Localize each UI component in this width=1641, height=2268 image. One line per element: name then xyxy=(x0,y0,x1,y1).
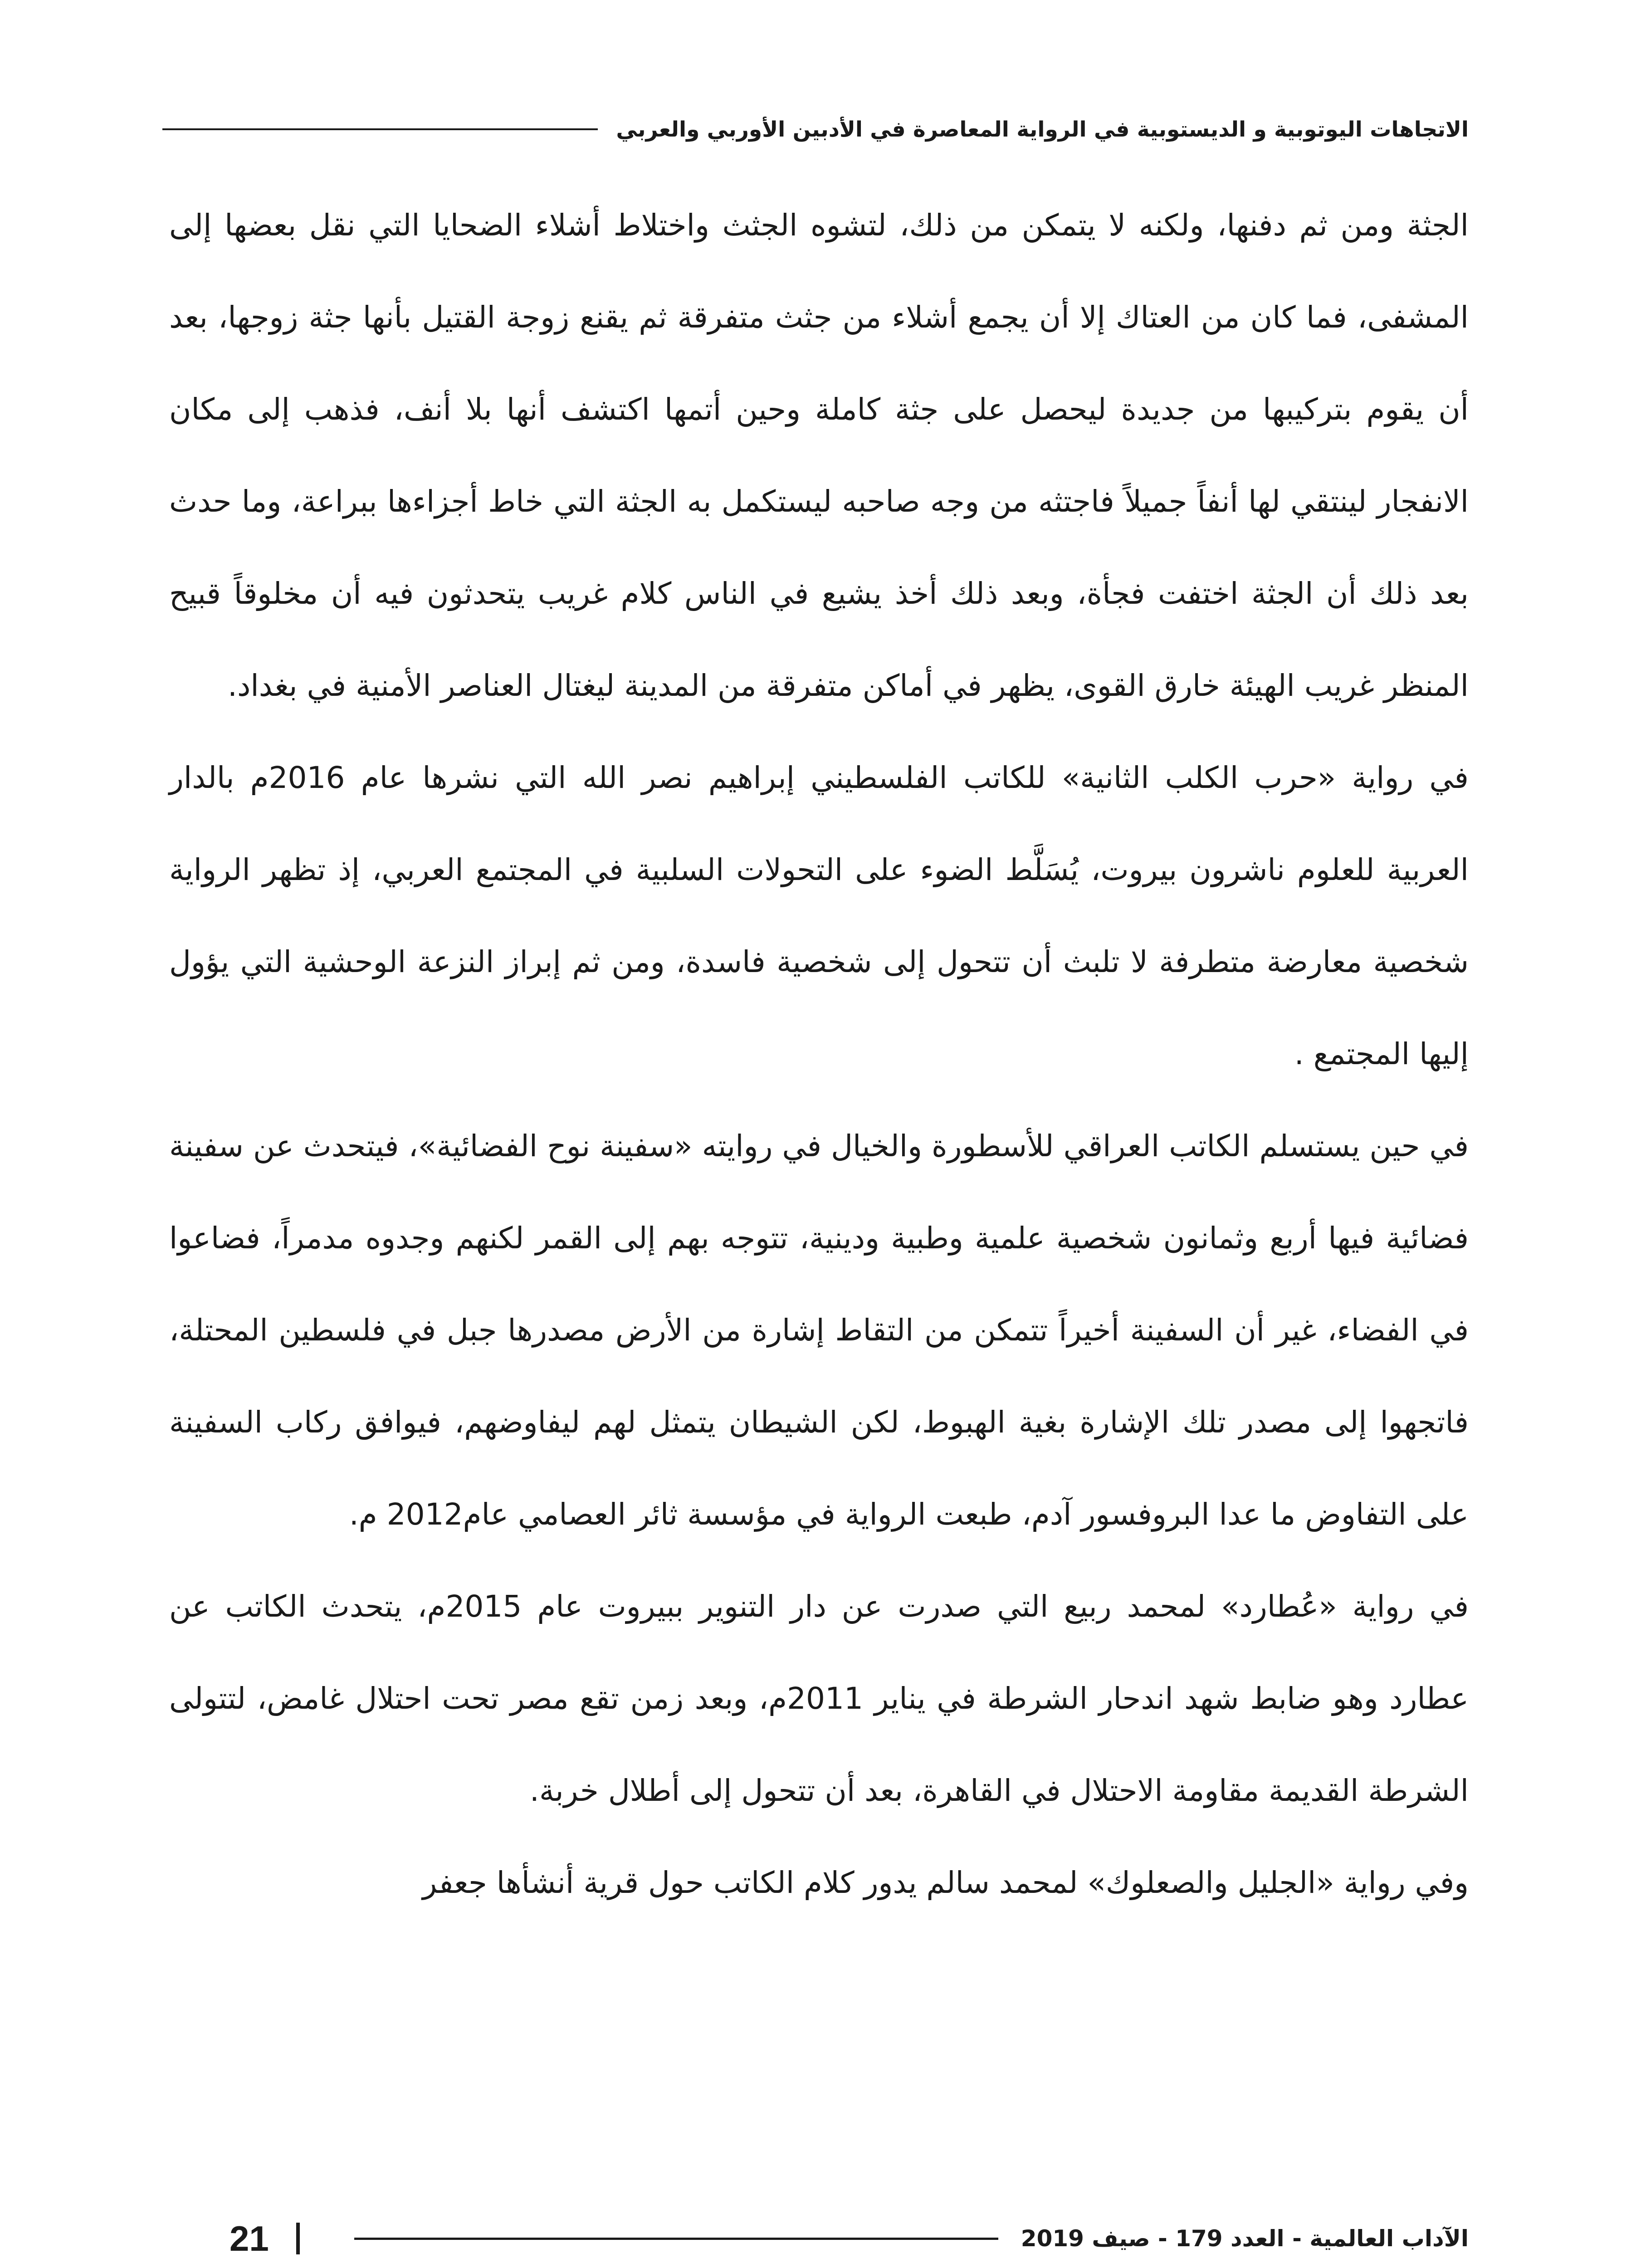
paragraph: وفي رواية «الجليل والصعلوك» لمحمد سالم يدور كلام الكاتب حول قرية أنشأها جعفر xyxy=(422,1865,1469,1900)
page-footer xyxy=(167,2214,1469,2263)
running-header xyxy=(162,111,1469,147)
page-number: 21 xyxy=(230,2218,269,2258)
body-text xyxy=(169,179,1469,1929)
footer-rule xyxy=(354,2238,998,2240)
journal-issue: الآداب العالمية - العدد 179 - صيف 2019 xyxy=(1021,2225,1469,2252)
paragraph: في رواية «حرب الكلب الثانية» للكاتب الفلسطيني إبراهيم نصر الله التي نشرها عام 2016م بالدار العربية للعلوم ناشرون بيروت، يُسَلَّط الضوء على التحولات السلبية في المجتمع العربي، إذ تظهر الرواية شخصية معارضة متطرفة لا تلبث أن تتحول إلى شخصية فاسدة، ومن ثم إبراز النزعة الوحشية التي يؤول إليها المجتمع . xyxy=(169,760,1469,1071)
header-rule xyxy=(162,128,598,130)
paragraph: في حين يستسلم الكاتب العراقي للأسطورة والخيال في روايته «سفينة نوح الفضائية»، فيتحدث عن سفينة فضائية فيها أربع وثمانون شخصية علمية وطبية ودينية، تتوجه بهم إلى القمر لكنهم وجدوه مدمراً، فضاعوا في الفضاء، غير أن السفينة أخيراً تتمكن من التقاط إشارة من الأرض مصدرها جبل في فلسطين المحتلة، فاتجهوا إلى مصدر تلك الإشارة بغية الهبوط، لكن الشيطان يتمثل لهم ليفاوضهم، فيوافق ركاب السفينة على التفاوض ما عدا البروفسور آدم، طبعت الرواية في مؤسسة ثائر العصامي عام2012 م. xyxy=(169,1129,1469,1532)
paragraph: في رواية «عُطارد» لمحمد ربيع التي صدرت عن دار التنوير ببيروت عام 2015م، يتحدث الكاتب عن عطارد وهو ضابط شهد اندحار الشرطة في يناير 2011م، وبعد زمن تقع مصر تحت احتلال غامض، لتتولى الشرطة القديمة مقاومة الاحتلال في القاهرة، بعد أن تتحول إلى أطلال خربة. xyxy=(169,1589,1469,1808)
footer-separator xyxy=(296,2223,300,2254)
paragraph: الجثة ومن ثم دفنها، ولكنه لا يتمكن من ذلك، لتشوه الجثث واختلاط أشلاء الضحايا التي نقل بعضها إلى المشفى، فما كان من العتاك إلا أن يجمع أشلاء من جثث متفرقة ثم يقنع زوجة القتيل بأنها جثة زوجها، بعد أن يقوم بتركيبها من جديدة ليحصل على جثة كاملة وحين أتمها اكتشف أنها بلا أنف، فذهب إلى مكان الانفجار لينتقي لها أنفاً جميلاً فاجتثه من وجه صاحبه ليستكمل به الجثة التي خاط أجزاءها ببراعة، وما حدث بعد ذلك أن الجثة اختفت فجأة، وبعد ذلك أخذ يشيع في الناس كلام غريب يتحدثون فيه أن مخلوقاً قبيح المنظر غريب الهيئة خارق القوى، يظهر في أماكن متفرقة من المدينة ليغتال العناصر الأمنية في بغداد. xyxy=(169,208,1469,703)
running-title: الاتجاهات اليوتوبية و الديستوبية في الرواية المعاصرة في الأدبين الأوربي والعربي xyxy=(616,117,1469,142)
